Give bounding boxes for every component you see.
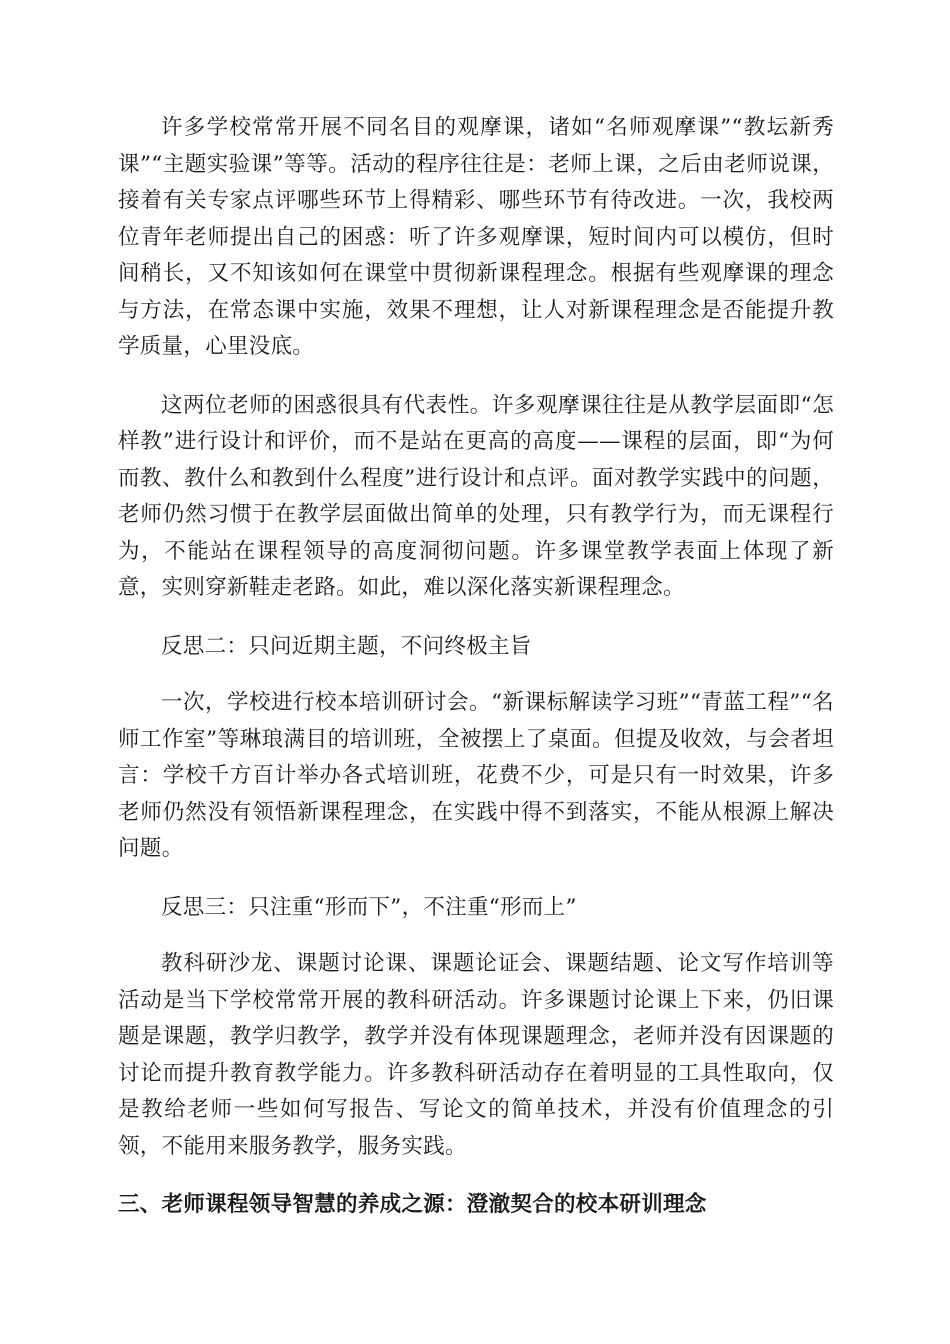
paragraph-teacher-confusion: 这两位老师的困惑很具有代表性。许多观摩课往往是从教学层面即“怎样教”进行设计和评价，而不是站在更高的高度——课程的层面，即“为何而教、教什么和教到什么程度”进行设计和点评。面对教学实践中的问题，老师仍然习惯于在教学层面做出简单的处理，只有教学行为，而无课程行为，不能站在课程领导的高度洞彻问题。许多课堂教学表面上体现了新意，实则穿新鞋走老路。如此，难以深化落实新课程理念。	[118, 392, 834, 600]
paragraph-school-training: 一次，学校进行校本培训研讨会。“新课标解读学习班”“青蓝工程”“名师工作室”等琳琅满目的培训班，全被摆上了桌面。但提及收效，与会者坦言：学校千方百计举办各式培训班，花费不少，可是只有一时效果，许多老师仍然没有领悟新课程理念，在实践中得不到落实，不能从根源上解决问题。	[118, 690, 834, 861]
document-body	[118, 110, 834, 1223]
reflection-two-heading: 反思二：只问近期主题，不问终极主旨	[161, 633, 532, 659]
paragraph-research-activities: 教科研沙龙、课题讨论课、课题论证会、课题结题、论文写作培训等活动是当下学校常常开展的教科研活动。许多课题讨论课上下来，仍旧课题是课题，教学归教学，教学并没有体现课题理念，老师并没有因课题的讨论而提升教育教学能力。许多教科研活动存在着明显的工具性取向，仅是教给老师一些如何写报告、写论文的简单技术，并没有价值理念的引领，不能用来服务教学，服务实践。	[118, 951, 834, 1159]
section-three-heading: 三、老师课程领导智慧的养成之源：澄澈契合的校本研训理念	[118, 1192, 707, 1217]
paragraph-observation-lessons: 许多学校常常开展不同名目的观摩课，诸如“名师观摩课”“教坛新秀课”“主题实验课”等等。活动的程序往往是：老师上课，之后由老师说课，接着有关专家点评哪些环节上得精彩、哪些环节有待改进。一次，我校两位青年老师提出自己的困惑：听了许多观摩课，短时间内可以模仿，但时间稍长，又不知该如何在课堂中贯彻新课程理念。根据有些观摩课的理念与方法，在常态课中实施，效果不理想，让人对新课程理念是否能提升教学质量，心里没底。	[118, 115, 834, 359]
reflection-three-heading: 反思三：只注重“形而下”，不注重“形而上”	[161, 894, 577, 920]
